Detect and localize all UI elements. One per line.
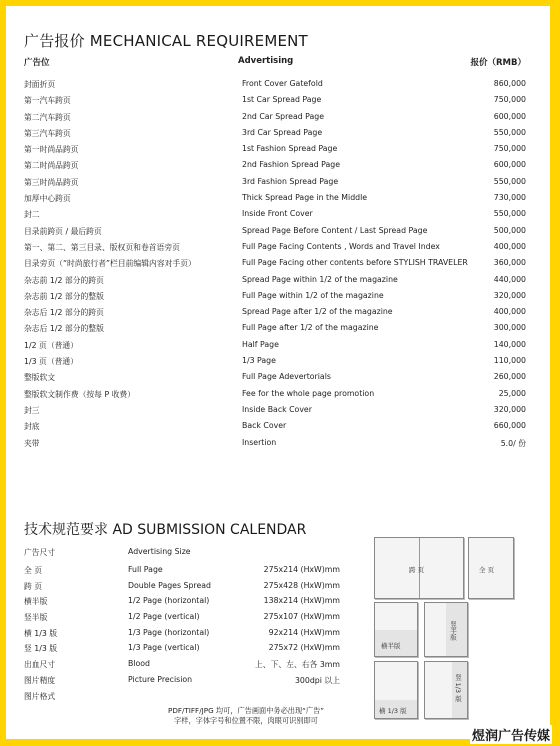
diagram-third-v-label: 竖 1/3 版: [454, 674, 462, 702]
spec-label-en: Full Page: [128, 565, 163, 574]
rate-position: 整版软文制作费（按每 P 收费）: [24, 389, 136, 399]
rate-advertising: 3rd Fashion Spread Page: [242, 176, 339, 186]
rate-row: [6, 288, 550, 304]
rate-position: 第二时尚品跨页: [24, 161, 79, 171]
rate-advertising: 1st Fashion Spread Page: [242, 144, 338, 154]
rate-row: [6, 239, 550, 255]
format-note-line-2: 字样，字体字号和位置不限，肉眼可识别即可: [174, 716, 318, 725]
rate-price: 140,000: [493, 339, 526, 349]
spec-label-zh: 图片精度: [24, 675, 56, 685]
rate-position: 杂志前 1/2 部分的整版: [24, 291, 104, 301]
spec-size: 92x214 (HxW)mm: [268, 627, 340, 637]
rate-price: 25,000: [498, 388, 526, 398]
rate-price: 600,000: [493, 160, 526, 170]
rate-advertising: 1st Car Spread Page: [242, 95, 322, 105]
rate-advertising: Full Page within 1/2 of the magazine: [242, 290, 384, 300]
spec-label-zh: 图片格式: [24, 691, 56, 701]
spec-label-zh: 横半版: [24, 597, 48, 607]
rate-advertising: Inside Front Cover: [242, 209, 313, 219]
column-header-price: 报价（RMB）: [470, 58, 526, 68]
spec-row: [6, 578, 376, 594]
rate-price: 600,000: [493, 111, 526, 121]
rate-price: 660,000: [493, 421, 526, 431]
spec-size: 300dpi 以上: [294, 675, 340, 685]
spec-label-zh: 竖半版: [24, 613, 48, 623]
rate-position: 整版软文: [24, 373, 56, 383]
rate-price: 440,000: [493, 274, 526, 284]
rate-position: 封面折页: [24, 80, 56, 89]
rate-advertising: Spread Page Before Content / Last Spread Page: [242, 225, 428, 235]
rate-advertising: Inside Back Cover: [242, 404, 312, 414]
rate-price: 550,000: [493, 176, 526, 186]
spec-row: [6, 562, 376, 578]
rate-row: [6, 223, 550, 239]
spec-size: 138x214 (HxW)mm: [263, 596, 340, 606]
format-note: [146, 706, 346, 726]
rate-row: [6, 157, 550, 173]
spec-row: [6, 640, 376, 656]
spec-label-zh: 全 页: [24, 566, 43, 575]
size-header-en: Advertising Size: [128, 547, 191, 556]
rate-position: 目录旁页（“时尚旅行者”栏目前编辑内容对手页）: [24, 259, 196, 269]
spec-size: 275x72 (HxW)mm: [268, 643, 340, 653]
spec-label-en: 1/3 Page (horizontal): [128, 627, 210, 637]
diagram-third-vertical: [424, 661, 468, 719]
rate-price: 550,000: [493, 209, 526, 219]
spec-table: [6, 562, 376, 703]
rate-price: 300,000: [493, 323, 526, 333]
spec-label-en: Blood: [128, 659, 151, 669]
spec-label-en: 1/3 Page (vertical): [128, 643, 200, 653]
rate-advertising: Full Page after 1/2 of the magazine: [242, 323, 379, 333]
rate-position: 夹带: [24, 438, 40, 448]
submission-title: 技术规范要求 AD SUBMISSION CALENDAR: [24, 522, 307, 538]
rate-advertising: Back Cover: [242, 421, 287, 431]
rate-position: 第三汽车跨页: [24, 128, 71, 138]
rate-advertising: Full Page Facing other contents before STYLISH TRAVELER: [242, 258, 468, 268]
rate-price: 320,000: [493, 290, 526, 300]
rate-row: [6, 272, 550, 288]
rate-row: [6, 109, 550, 125]
spec-row: [6, 593, 376, 609]
rate-price: 730,000: [493, 193, 526, 203]
rate-price: 550,000: [493, 127, 526, 137]
format-note-line-1: PDF/TIFF/JPG 均可，广告画面中务必出现“广告”: [167, 706, 324, 715]
spec-label-zh: 竖 1/3 版: [24, 644, 58, 654]
rate-row: [6, 418, 550, 434]
spec-size: 275x214 (HxW)mm: [263, 565, 340, 574]
rate-row: [6, 402, 550, 418]
spec-row: [6, 688, 376, 704]
rate-advertising: 1/3 Page: [242, 356, 276, 366]
rate-advertising: Insertion: [242, 437, 277, 447]
rate-position: 封三: [24, 405, 40, 415]
rate-advertising: Full Page Adevertorials: [242, 372, 331, 382]
rate-advertising: 2nd Fashion Spread Page: [242, 160, 341, 170]
rate-row: [6, 353, 550, 369]
rate-price: 360,000: [493, 258, 526, 268]
spec-label-zh: 出血尺寸: [24, 660, 56, 670]
rate-position: 第一时尚品跨页: [24, 145, 79, 155]
spec-label-zh: 跨 页: [24, 581, 43, 591]
rate-position: 1/3 页（普通）: [24, 357, 79, 367]
column-header-advertising: Advertising: [238, 56, 294, 66]
rate-card-page: [6, 6, 550, 739]
diagram-half-v-label: 竖半版: [449, 621, 457, 641]
diagram-spread-label: 跨 页: [409, 566, 425, 574]
size-header-zh: 广告尺寸: [24, 548, 56, 557]
rate-advertising: Spread Page within 1/2 of the magazine: [242, 274, 398, 284]
spec-size: 275x107 (HxW)mm: [263, 612, 340, 622]
rate-price: 750,000: [493, 144, 526, 154]
diagram-spread-page: [374, 537, 464, 599]
diagram-full-label: 全 页: [479, 566, 495, 574]
spec-label-en: Double Pages Spread: [128, 580, 211, 590]
rate-price: 500,000: [493, 225, 526, 235]
spec-row: [6, 672, 376, 688]
diagram-full-page: [468, 537, 514, 599]
spec-label-en: Picture Precision: [128, 674, 193, 684]
rate-row: [6, 320, 550, 336]
rate-table: [6, 76, 550, 451]
rate-position: 第一汽车跨页: [24, 96, 71, 106]
rate-advertising: 3rd Car Spread Page: [242, 127, 323, 137]
spec-row: [6, 625, 376, 641]
rate-row: [6, 255, 550, 271]
rate-price: 260,000: [493, 372, 526, 382]
rate-price: 110,000: [493, 356, 526, 366]
rate-row: [6, 141, 550, 157]
rate-position: 目录前跨页 / 最后跨页: [24, 226, 102, 236]
rate-row: [6, 174, 550, 190]
rate-price: 400,000: [493, 241, 526, 251]
rate-price: 860,000: [493, 79, 526, 88]
spec-label-en: 1/2 Page (vertical): [128, 612, 200, 622]
column-header-position: 广告位: [24, 58, 50, 68]
rate-row: [6, 369, 550, 385]
rate-position: 封二: [24, 210, 40, 220]
spec-label-en: 1/2 Page (horizontal): [128, 596, 210, 606]
diagram-third-horizontal: [374, 661, 418, 719]
rate-price: 750,000: [493, 95, 526, 105]
rate-advertising: Fee for the whole page promotion: [242, 388, 375, 398]
rate-advertising: Thick Spread Page in the Middle: [242, 193, 368, 203]
rate-advertising: Front Cover Gatefold: [242, 79, 323, 88]
rate-price: 5.0/ 份: [500, 438, 526, 448]
rate-row: [6, 206, 550, 222]
diagram-half-h-label: 横半版: [381, 642, 401, 650]
rate-position: 第一、第二、第三目录、版权页和卷首语旁页: [24, 242, 180, 252]
spec-size: 上、下、左、右各 3mm: [254, 660, 340, 670]
rate-row: [6, 337, 550, 353]
rate-row: [6, 92, 550, 108]
rate-advertising: Full Page Facing Contents , Words and Travel Index: [242, 241, 440, 251]
spec-size: 275x428 (HxW)mm: [263, 580, 340, 590]
rate-row: [6, 304, 550, 320]
rate-row: [6, 435, 550, 451]
rate-position: 杂志后 1/2 部分的跨页: [24, 308, 104, 318]
spec-row: [6, 609, 376, 625]
rate-row: [6, 386, 550, 402]
rate-row: [6, 76, 550, 92]
rate-row: [6, 125, 550, 141]
rate-position: 第三时尚品跨页: [24, 177, 79, 187]
rate-price: 400,000: [493, 307, 526, 317]
rate-advertising: 2nd Car Spread Page: [242, 111, 325, 121]
rate-position: 杂志后 1/2 部分的整版: [24, 324, 104, 334]
rate-position: 1/2 页（普通）: [24, 340, 79, 350]
rate-advertising: Half Page: [242, 339, 279, 349]
rate-advertising: Spread Page after 1/2 of the magazine: [242, 307, 393, 317]
rate-position: 加厚中心跨页: [24, 194, 71, 204]
page-title: 广告报价 MECHANICAL REQUIREMENT: [24, 32, 308, 50]
rate-row: [6, 190, 550, 206]
rate-position: 封底: [24, 422, 40, 432]
diagram-third-h-label: 横 1/3 版: [379, 707, 407, 715]
spec-label-zh: 横 1/3 版: [24, 628, 58, 638]
rate-position: 第二汽车跨页: [24, 112, 71, 122]
diagram-half-horizontal: [374, 602, 418, 657]
diagram-half-vertical: [424, 602, 468, 657]
spec-row: [6, 656, 376, 672]
watermark-brand: 煜润广告传媒: [470, 725, 552, 744]
rate-price: 320,000: [493, 404, 526, 414]
rate-position: 杂志前 1/2 部分的跨页: [24, 275, 104, 285]
